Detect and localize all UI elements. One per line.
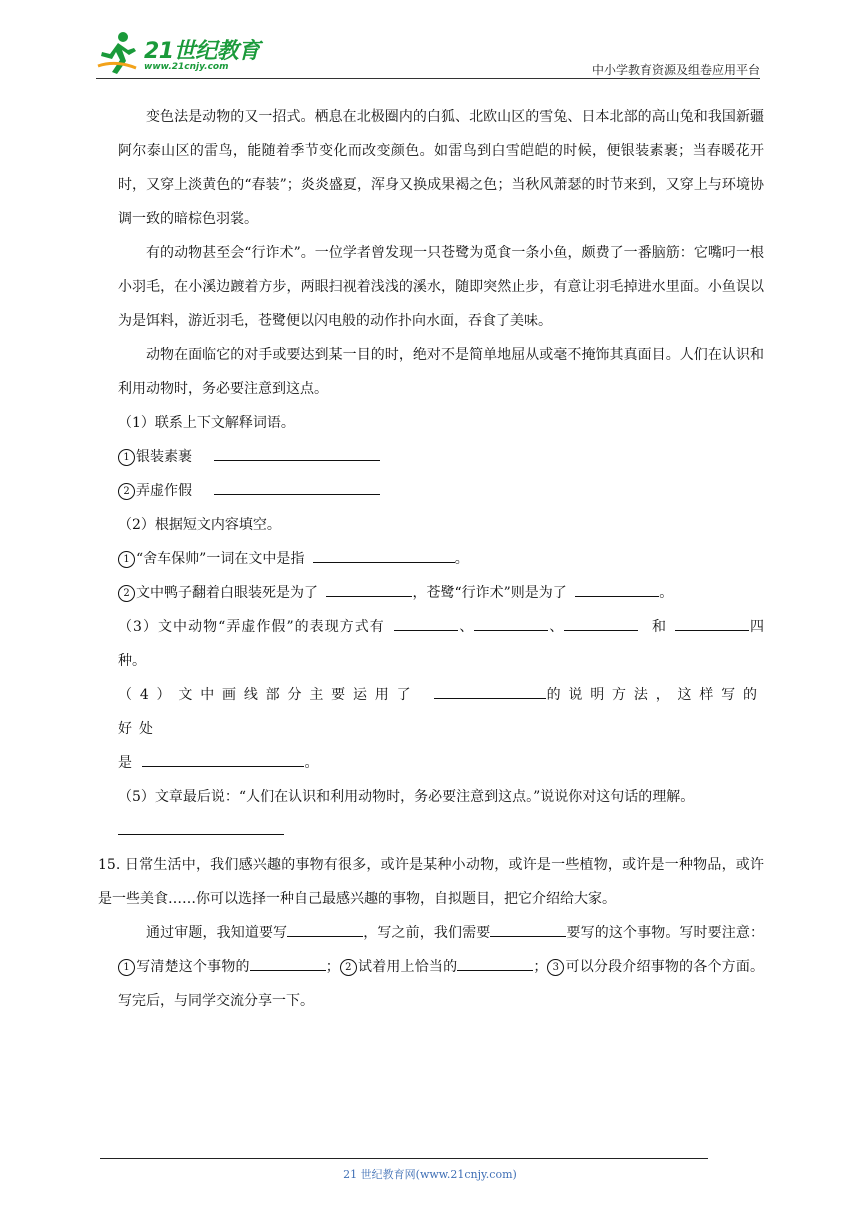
answer-blank[interactable] (214, 442, 380, 461)
footer-divider (100, 1158, 708, 1159)
circled-number: 1 (118, 959, 135, 976)
site-logo (96, 30, 286, 78)
question-text: 试着用上恰当的 (357, 959, 458, 975)
question-5-text: （5）文章最后说：“人们在认识和利用动物时，务必要注意到这点。”说说你对这句话的理解。 (118, 789, 695, 805)
question-1-text: （1）联系上下文解释词语。 (118, 415, 295, 431)
punctuation: ； (325, 959, 340, 975)
question-2 (118, 508, 764, 542)
punctuation: 。 (454, 551, 469, 567)
question-text: 可以分段介绍事物的各个方面。写完后，与同学交流分享一下。 (118, 959, 765, 1009)
question-15-text: 15. 日常生活中，我们感兴趣的事物有很多，或许是某种小动物，或许是一些植物，或许是一种物品，或许是一些美食……你可以选择一种自己最感兴趣的事物，自拟题目，把它介绍给大家。 (98, 857, 764, 907)
question-1-item-a (118, 440, 764, 474)
circled-number: 1 (118, 449, 135, 466)
question-text: 文中鸭子翻着白眼装死是为了 (136, 585, 318, 601)
answer-blank[interactable] (118, 816, 284, 835)
answer-blank[interactable] (457, 952, 533, 971)
punctuation: 、 (458, 619, 475, 635)
question-1 (118, 406, 764, 440)
answer-blank[interactable] (564, 612, 638, 631)
question-text: 写清楚这个事物的 (136, 959, 250, 975)
punctuation: ； (533, 959, 548, 975)
logo-text: 21世纪教育 (144, 39, 260, 64)
document-body (98, 100, 765, 1018)
circled-number: 2 (118, 585, 135, 602)
question-5 (118, 780, 764, 814)
answer-blank[interactable] (575, 578, 659, 597)
question-text: （4）文中画线部分主要运用了 (118, 687, 419, 703)
question-text: 通过审题，我知道要写 (146, 925, 288, 941)
header-divider (96, 78, 760, 79)
question-4 (118, 678, 764, 780)
page-header (96, 30, 760, 80)
page-footer: 21 世纪教育网(www.21cnjy.com) (343, 1168, 517, 1181)
question-3 (118, 610, 764, 678)
answer-blank[interactable] (250, 952, 326, 971)
question-text: ，写之前，我们需要 (363, 925, 491, 941)
answer-blank[interactable] (675, 612, 749, 631)
question-1-item-b (118, 474, 764, 508)
question-15 (98, 848, 764, 916)
question-text: 是 (118, 755, 132, 771)
answer-blank[interactable] (474, 612, 548, 631)
question-text: 的说明方法，这样写的好处 (118, 687, 764, 737)
platform-title: 中小学教育资源及组卷应用平台 (591, 63, 760, 77)
term-text: 弄虚作假 (136, 483, 192, 499)
punctuation: 。 (304, 755, 319, 771)
question-text: 四种。 (118, 619, 765, 669)
answer-blank[interactable] (142, 748, 304, 767)
question-text: ，苍鹭“行诈术”则是为了 (412, 585, 567, 601)
question-text: 要写的这个事物。写时要注意： (566, 925, 765, 941)
question-text: （3）文中动物“弄虚作假”的表现方式有 (118, 619, 385, 635)
runner-icon (96, 30, 140, 76)
question-text: 和 (651, 619, 667, 635)
circled-number: 3 (547, 959, 564, 976)
question-15-instructions (118, 916, 764, 1018)
question-2-text: （2）根据短文内容填空。 (118, 517, 281, 533)
answer-blank[interactable] (287, 918, 363, 937)
answer-blank[interactable] (394, 612, 458, 631)
circled-number: 2 (340, 959, 357, 976)
circled-number: 1 (118, 551, 135, 568)
paragraph-conclusion: 动物在面临它的对手或要达到某一目的时，绝对不是简单地屈从或毫不掩饰其真面目。人们在认识和利用动物时，务必要注意到这点。 (118, 347, 764, 397)
answer-blank[interactable] (214, 476, 380, 495)
logo-url: www.21cnjy.com (144, 62, 229, 72)
circled-number: 2 (118, 483, 135, 500)
paragraph-deception: 有的动物甚至会“行诈术”。一位学者曾发现一只苍鹭为觅食一条小鱼，颇费了一番脑筋：它嘴叼一根小羽毛，在小溪边踱着方步，两眼扫视着浅浅的溪水，随即突然止步，有意让羽毛掉进水里面。小鱼误以为是饵料，游近羽毛，苍鹭便以闪电般的动作扑向水面，吞食了美味。 (118, 245, 764, 329)
answer-blank[interactable] (434, 680, 546, 699)
punctuation: 、 (548, 619, 565, 635)
answer-blank[interactable] (326, 578, 412, 597)
question-2-item-b (118, 576, 764, 610)
paragraph-color-change: 变色法是动物的又一招式。栖息在北极圈内的白狐、北欧山区的雪兔、日本北部的高山兔和我国新疆阿尔泰山区的雷鸟，能随着季节变化而改变颜色。如雷鸟到白雪皑皑的时候，便银装素裹；当春暖花开时，又穿上淡黄色的“春装”；炎炎盛夏，浑身又换成果褐之色；当秋风萧瑟的时节来到，又穿上与环境协调一致的暗棕色羽裳。 (118, 109, 764, 227)
question-5-answer (118, 814, 764, 848)
question-text: “舍车保帅”一词在文中是指 (136, 551, 305, 567)
answer-blank[interactable] (313, 544, 455, 563)
punctuation: 。 (659, 585, 674, 601)
term-text: 银装素裹 (136, 449, 192, 465)
question-2-item-a (118, 542, 764, 576)
answer-blank[interactable] (490, 918, 566, 937)
